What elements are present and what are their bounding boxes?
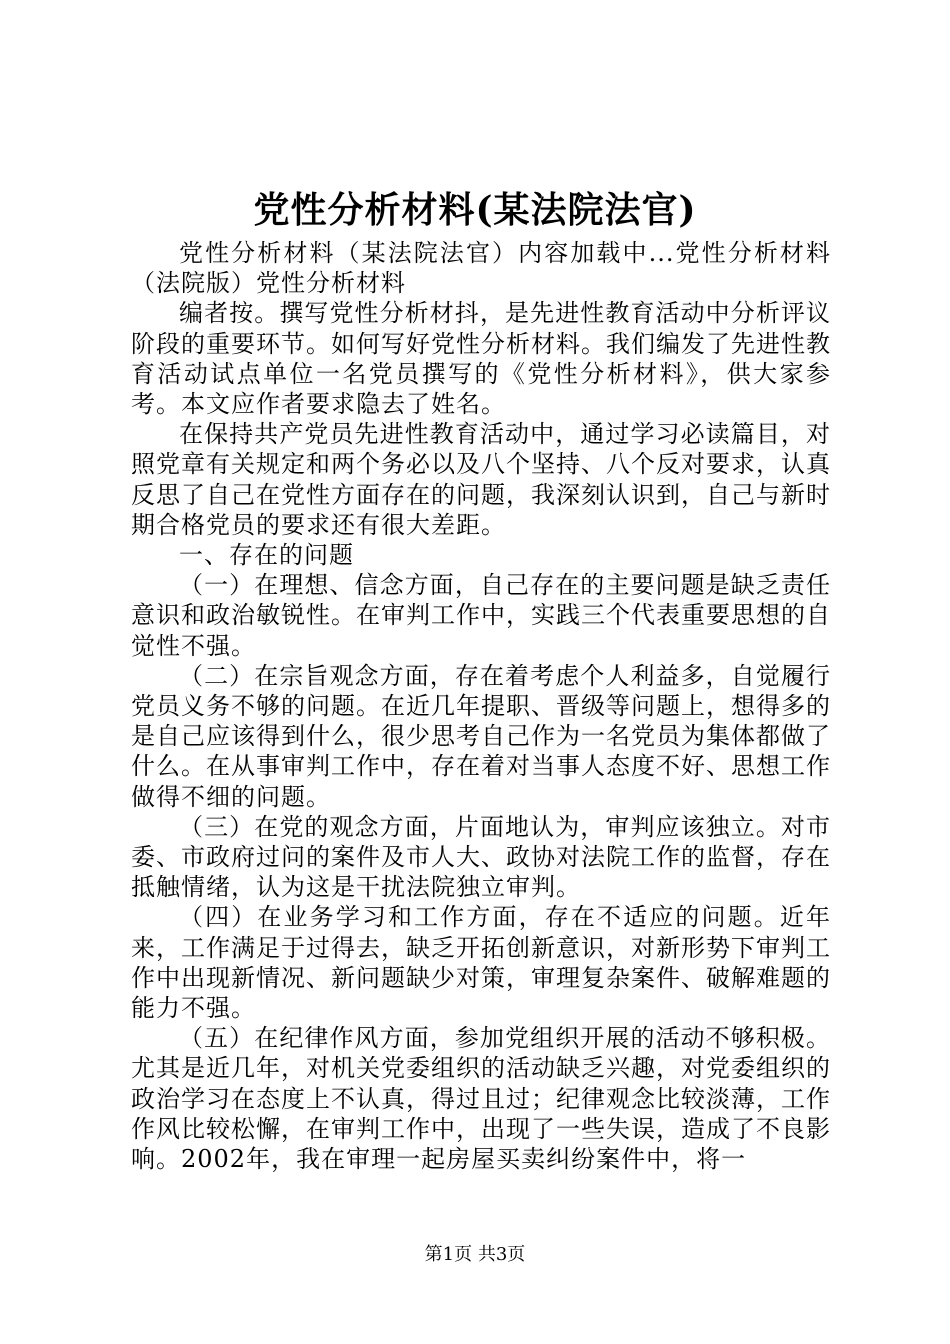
paragraph: 党性分析材料（某法院法官）内容加载中...党性分析材料（法院版）党性分析材料: [131, 239, 831, 298]
paragraph: （三）在党的观念方面，片面地认为，审判应该独立。对市委、市政府过问的案件及市人大、政协对法院工作的监督，存在抵触情绪，认为这是干扰法院独立审判。: [131, 812, 831, 902]
paragraph: （二）在宗旨观念方面，存在着考虑个人利益多，自觉履行党员义务不够的问题。在近几年提职、晋级等问题上，想得多的是自己应该得到什么，很少思考自己作为一名党员为集体都做了什么。在从事审判工作中，存在着对当事人态度不好、思想工作做得不细的问题。: [131, 661, 831, 811]
paragraph: （五）在纪律作风方面，参加党组织开展的活动不够积极。尤其是近几年，对机关党委组织的活动缺乏兴趣，对党委组织的政治学习在态度上不认真，得过且过；纪律观念比较淡薄，工作作风比较松懈，在审判工作中，出现了一些失误，造成了不良影响。2002年，我在审理一起房屋买卖纠纷案件中，将一: [131, 1024, 831, 1174]
page-number-footer: 第1页 共3页: [424, 1244, 526, 1265]
paragraph: （一）在理想、信念方面，自己存在的主要问题是缺乏责任意识和政治敏锐性。在审判工作中，实践三个代表重要思想的自觉性不强。: [131, 571, 831, 660]
paragraph: 在保持共产党员先进性教育活动中，通过学习必读篇目，对照党章有关规定和两个务必以及八个坚持、八个反对要求，认真反思了自己在党性方面存在的问题，我深刻认识到，自己与新时期合格党员的要求还有很大差距。: [131, 420, 831, 539]
document-body: [131, 238, 831, 1174]
paragraph: （四）在业务学习和工作方面，存在不适应的问题。近年来，工作满足于过得去，缺乏开拓创新意识，对新形势下审判工作中出现新情况、新问题缺少对策，审理复杂案件、破解难题的能力不强。: [131, 903, 831, 1023]
paragraph: 编者按。撰写党性分析材抖，是先进性教育活动中分析评议阶段的重要环节。如何写好党性分析材料。我们编发了先进性教育活动试点单位一名党员撰写的《党性分析材料》，供大家参考。本文应作者要求隐去了姓名。: [131, 299, 831, 419]
section-heading: 一、存在的问题: [179, 541, 354, 570]
document-title: 党性分析材料(某法院法官): [253, 189, 697, 231]
